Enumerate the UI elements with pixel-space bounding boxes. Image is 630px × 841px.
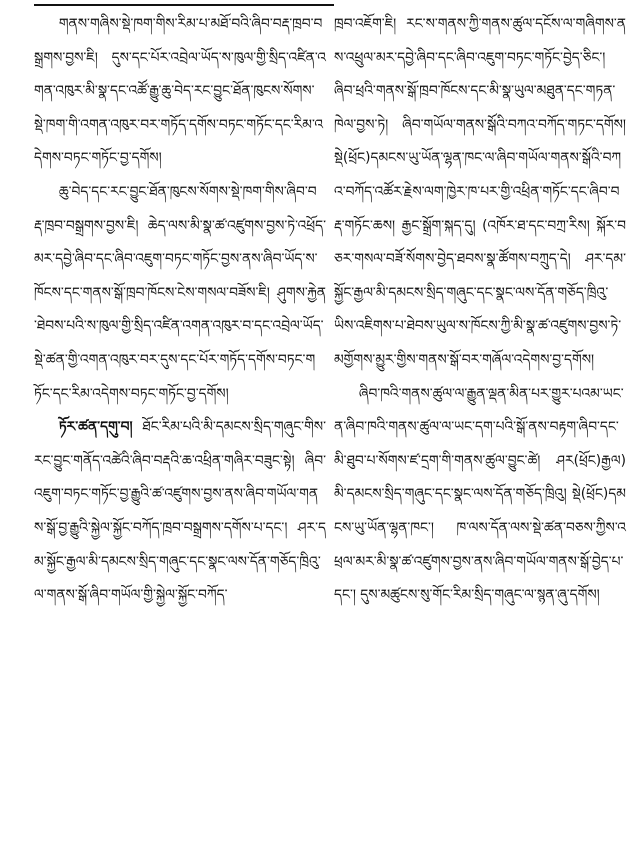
left-paragraph-3 — [34, 411, 326, 613]
right-column — [334, 8, 626, 613]
left-paragraph-1: གནས་གཞིས་སྡེ་ཁག་གིས་རིམ་པ་མཐོ་བའི་ཞིབ་བརྡ་ཁྲབ་བསྒྲགས་བྱས་ཇི། དུས་དང་པོར་འབྲེལ་ཡོད་ས་ཁུལ་གྱི་སྲིད་འཛིན་འགན་འཁུར་མི་སྣ་དང་འཚོ་རྒྱུ་ཆུ་བེད་རང་བྱུང་ཐོན་ཁུངས་སོགས་སྡེ་ཁག་གི་འགན་འཁུར་བར་གཏོད་དགོས་བཏང་གཏོང་དང་རིམ་འདེགས་བཏང་གཏོང་བྱ་དགོས། — [34, 16, 326, 167]
right-paragraph-1: ཁྲབ་འཇོག་ཇི། རང་ས་གནས་ཀྱི་གནས་ཚུལ་དངོས་ལ་གཞིགས་ནས་འཕྲུལ་མར་དབྱེ་ཞིབ་དང་ཞིབ་འཇུག་བཏང་གཏོང་བྱེད་ཅིང་། ཞིབ་ཕྲའི་གནས་སྒོ་ཁྲབ་ཁོངས་དང་མི་སྣ་ཡུལ་མཐུན་དང་གཏན་ཁེལ་བྱས་ཏེ། ཞིབ་གཡོལ་གནས་སྒོའི་བཀའ་བཀོད་གཏང་དགོས། སྡེ(ཕྲོང)དམངས་ཡུ་ཡོན་ལྷན་ཁང་ལ་ཞིབ་གཡོལ་གནས་སྒོའི་བཀའ་བཀོད་འཚོར་རྗེས་ལག་ཁྱེར་ཁ་པར་གྱི་འཕྲིན་གཏོང་དང་ཞིབ་བརྡ་གཏོང་ཆས། རྒྱང་སྒྲོག་སྐད་དུ། (འཁོར་ཐ་དང་བཀྲ་རིས། སྐོར་བཅར་གསལ་བཟོ་སོགས་བྱེད་ཐབས་སྣ་ཚོགས་བཀྲུད་དེ། ཤར་དམ་སྐྱོང་རྒྱལ་མི་དམངས་སྲིད་གཞུང་དང་སྣང་ལས་དོན་གཅོད་ཁྲིའུ་ཡིས་འཇིགས་པ་ཐེབས་ཡུལ་ས་ཁོངས་ཀྱི་མི་སྣ་ཚ་འཛུགས་བྱས་ཏེ་མགྱོགས་མྱུར་གྱིས་གནས་སྒོ་བར་གཞོལ་འདེགས་བྱ་དགོས། — [334, 16, 626, 368]
top-rule — [34, 4, 334, 6]
article-heading: ཏོར་ཚན་དགུ་བ། — [58, 419, 133, 436]
right-paragraph-2: ཞིབ་ཁའི་གནས་ཚུལ་ལ་རྒྱུན་ལྡན་མིན་པར་གྱུར་པའམ་ཡང་ན་ཞིབ་ཁའི་གནས་ཚུལ་ལ་ཡང་དག་པའི་སྒོ་ནས་བརྟག་ཞིབ་དང་མི་ཐུབ་པ་སོགས་ཛ་དྲག་གི་གནས་ཚུལ་བྱུང་ཚེ། ཤར(ཕྲོང)རྒྱལ)མི་དམངས་སྲིད་གཞུང་དང་སྣང་ལས་དོན་གཅོད་ཁྲིའུ། སྡེ(ཕྲོང)དམངས་ཡུ་ཡོན་ལྷན་ཁང་། ཁ་ལས་དོན་ལས་སྡེ་ཚན་བཅས་ཀྱིས་འཕྲལ་མར་མི་སྣ་ཚ་འཛུགས་བྱས་ནས་ཞིབ་གཡོལ་གནས་སྒོ་བྱེད་པ་དང་། དུས་མཚུངས་སུ་གོང་རིམ་སྲིད་གཞུང་ལ་སྙན་ཞུ་དགོས། — [334, 385, 626, 604]
article-body: ཐོང་རིམ་པའི་མི་དམངས་སྲིད་གཞུང་གིས་རང་བྱུང་གནོད་འཚེའི་ཞིབ་བརྡའི་ཆ་འཕྲིན་གཞིར་བཟུང་སྟེ། ཞིབ་འཇུག་བཏང་གཏོང་བྱ་རྒྱུའི་ཚ་འཛུགས་བྱས་ནས་ཞིབ་གཡོལ་གནས་སྒོ་བྱ་རྒྱུའི་སྐྱེལ་སྐྱོང་བཀོད་ཁྲབ་བསྒྲགས་དགོས་པ་དང་། ཤར་དམ་སྐྱོང་རྒྱལ་མི་དམངས་སྲིད་གཞུང་དང་སྣང་ལས་དོན་གཅོད་ཁྲིའུ་ལ་གནས་སྒོ་ཞིབ་གཡོལ་གྱི་སྐྱེལ་སྐྱོང་བཀོད་ — [34, 419, 326, 604]
left-column — [34, 8, 326, 613]
left-paragraph-2: ཆུ་བེད་དང་རང་བྱུང་ཐོན་ཁུངས་སོགས་སྡེ་ཁག་གིས་ཞིབ་བརྡ་ཁྲབ་བསྒྲགས་བྱས་ཇི། ཆེད་ལས་མི་སྣ་ཚ་འཛུགས་བྱས་ཏེ་འཕྲོད་མར་དབྱེ་ཞིབ་དང་ཞིབ་འཇུག་བཏང་གཏོང་བྱས་ནས་ཞིབ་ཡོད་ས་ཁོངས་དང་གནས་སྒོ་ཁྲབ་ཁོངས་ངེས་གསལ་བཟོས་ཇི། ཤུགས་རྐྱེན་ཐེབས་པའི་ས་ཁུལ་གྱི་སྲིད་འཛིན་འགན་འཁུར་བ་དང་འབྲེལ་ཡོད་སྡེ་ཚན་གྱི་འགན་འཁུར་བར་དུས་དང་པོར་གཏོད་དགོས་བཏང་གཏོང་དང་རིམ་འདེགས་བཏང་གཏོང་བྱ་དགོས། — [34, 183, 326, 402]
